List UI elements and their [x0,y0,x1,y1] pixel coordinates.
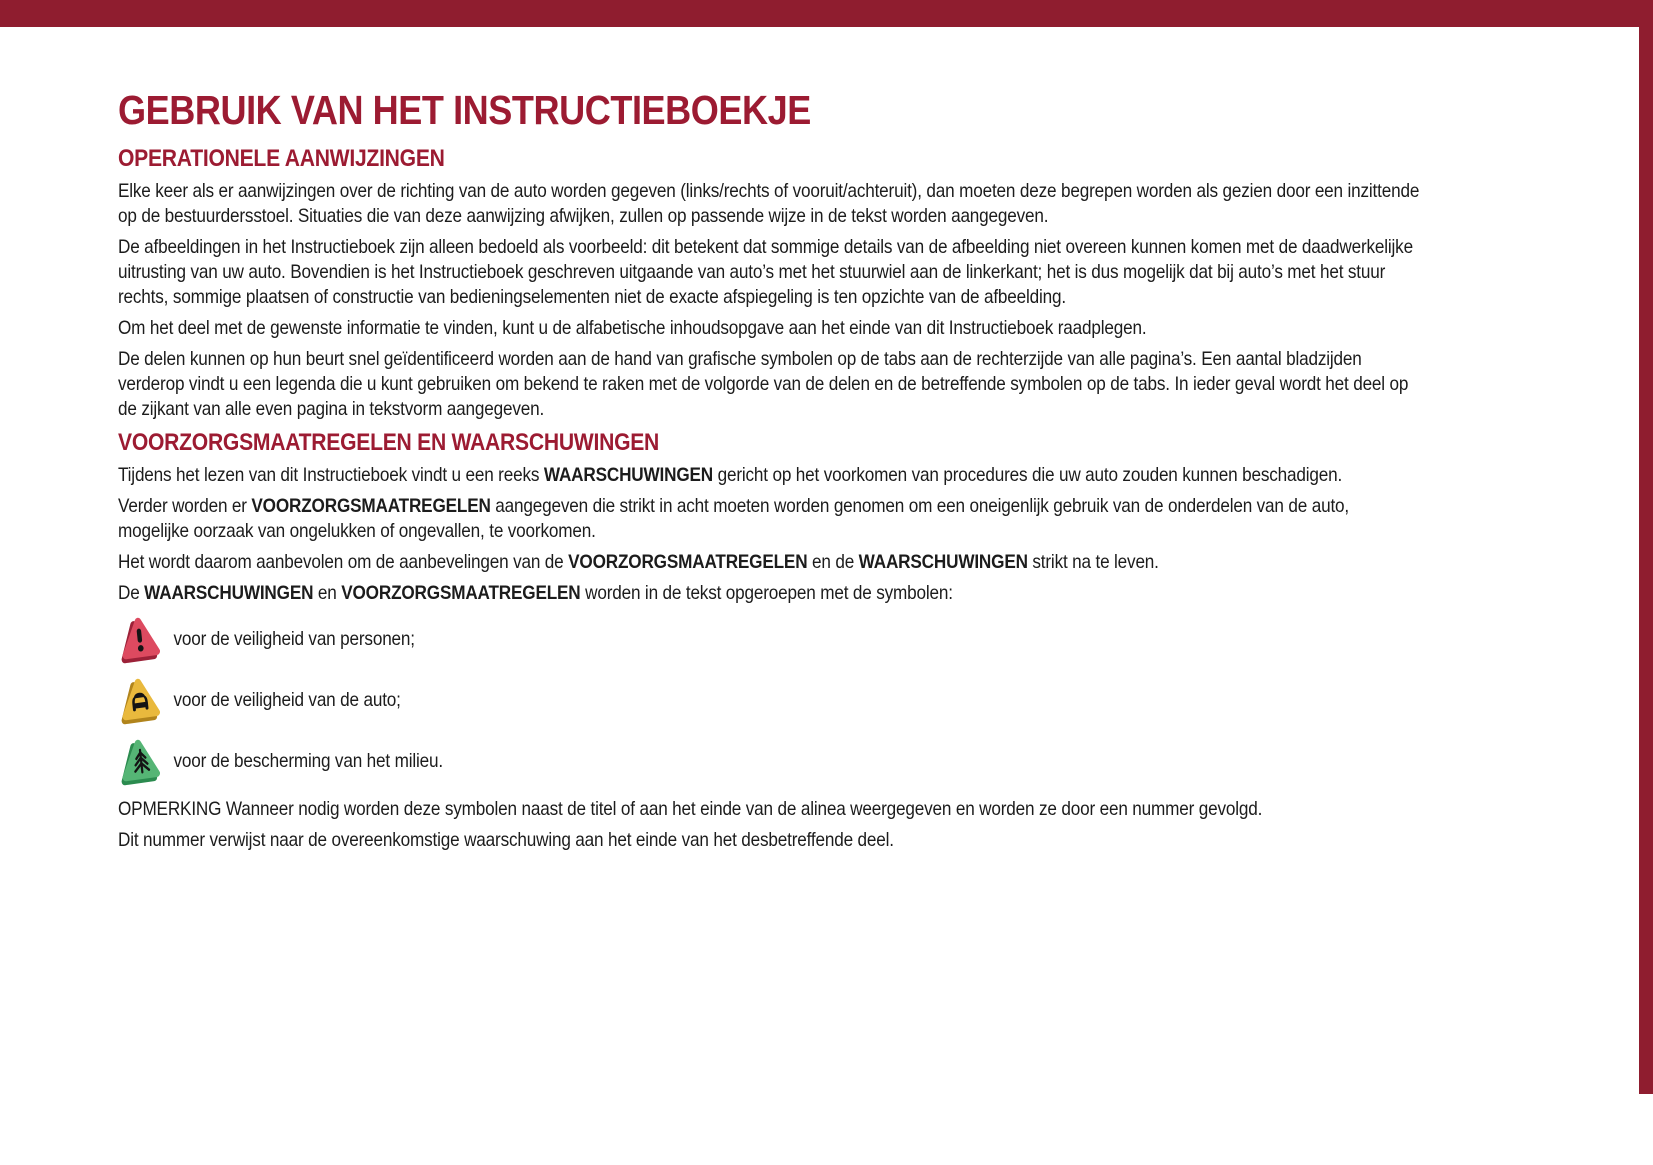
symbol-row-car-safety [118,675,1424,725]
section-heading-voorzorgsmaatregelen: VOORZORGSMAATREGELEN EN WAARSCHUWINGEN [118,429,660,456]
paragraph: Tijdens het lezen van dit Instructieboek vindt u een reeks WAARSCHUWINGEN gericht op het voorkomen van procedures die uw auto zouden kunnen beschadigen. [118,464,1343,486]
page-border-right [1639,0,1653,1094]
paragraph: De WAARSCHUWINGEN en VOORZORGSMAATREGELEN worden in de tekst opgeroepen met de symbolen: [118,582,953,604]
symbol-label: voor de veiligheid van de auto; [173,688,401,711]
car-safety-warning-icon [118,675,162,725]
manual-page-content [118,87,1424,859]
paragraph: Verder worden er VOORZORGSMAATREGELEN aangegeven die strikt in acht moeten worden genomen om een oneigenlijk gebruik van de onderdelen van de auto, mogelijke oorzaak van ongelukken of ongevallen, te voorkomen. [118,495,1350,542]
symbol-label: voor de bescherming van het milieu. [173,749,443,772]
note-paragraph: Dit nummer verwijst naar de overeenkomstige waarschuwing aan het einde van het desbetreffende deel. [118,829,894,851]
paragraph: De delen kunnen op hun beurt snel geïdentificeerd worden aan de hand van grafische symbolen op de tabs aan de rechterzijde van alle pagina’s. Een aantal bladzijden verderop vindt u een legenda die u kunt gebruiken om bekend te raken met de volgorde van de delen en de betreffende symbolen op de tabs. In ieder geval wordt het deel op de zijkant van alle even pagina in tekstvorm aangegeven. [118,348,1409,420]
symbol-row-person-safety [118,614,1424,664]
paragraph: Het wordt daarom aanbevolen om de aanbevelingen van de VOORZORGSMAATREGELEN en de WAARSCHUWINGEN strikt na te leven. [118,551,1159,573]
section-heading-operationele-aanwijzingen: OPERATIONELE AANWIJZINGEN [118,145,445,172]
page-border-top [0,0,1653,27]
note-paragraph: OPMERKING Wanneer nodig worden deze symbolen naast de titel of aan het einde van de alinea weergegeven en worden ze door een nummer gevolgd. [118,798,1263,820]
symbol-label: voor de veiligheid van personen; [173,627,415,650]
person-safety-warning-icon [118,614,162,664]
environment-protection-warning-icon [118,736,162,786]
paragraph: De afbeeldingen in het Instructieboek zijn alleen bedoeld als voorbeeld: dit betekent dat sommige details van de afbeelding niet overeen kunnen komen met de daadwerkelijke uitrusting van uw auto. Bovendien is het Instructieboek geschreven uitgaande van auto’s met het stuurwiel aan de linkerkant; het is dus mogelijk dat bij auto’s met het stuur rechts, sommige plaatsen of constructie van bedieningselementen niet de exacte afspiegeling is ten opzichte van de afbeelding. [118,236,1413,308]
warning-symbol-legend [118,614,1424,786]
page-title: GEBRUIK VAN HET INSTRUCTIEBOEKJE [118,87,811,133]
paragraph: Om het deel met de gewenste informatie te vinden, kunt u de alfabetische inhoudsopgave aan het einde van dit Instructieboek raadplegen. [118,317,1147,339]
paragraph: Elke keer als er aanwijzingen over de richting van de auto worden gegeven (links/rechts of vooruit/achteruit), dan moeten deze begrepen worden als gezien door een inzittende op de bestuurdersstoel. Situaties die van deze aanwijzing afwijken, zullen op passende wijze in de tekst worden aangegeven. [118,180,1420,227]
symbol-row-environment [118,736,1424,786]
notes [118,797,1424,853]
